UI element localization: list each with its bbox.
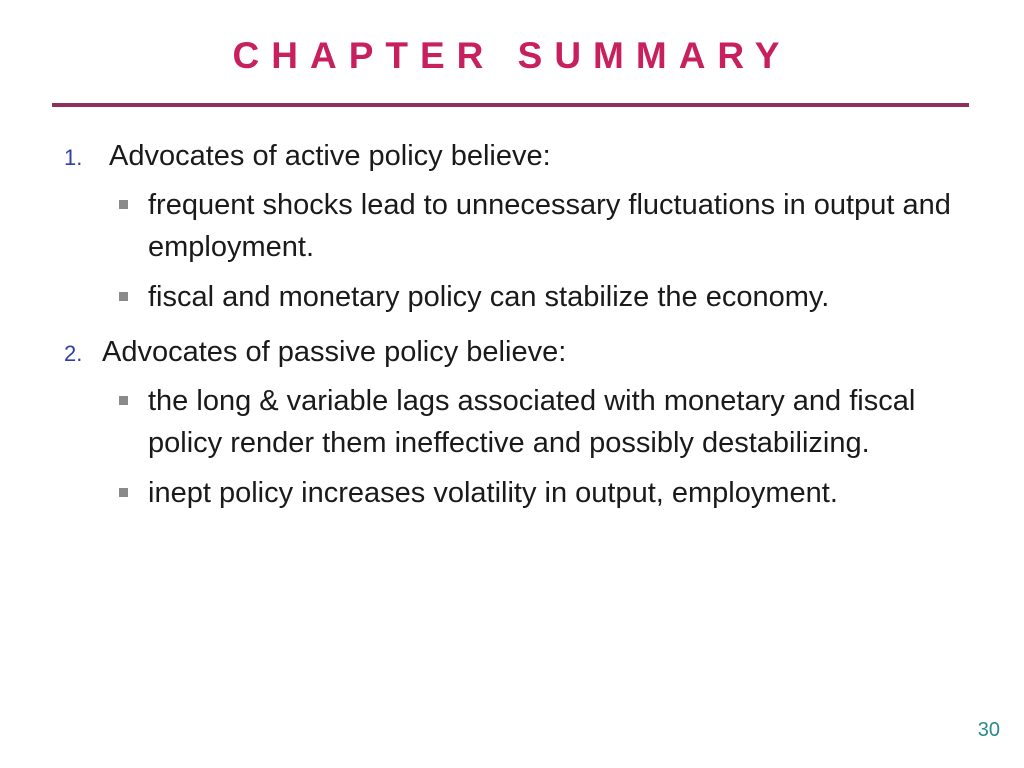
square-bullet-icon	[119, 292, 128, 301]
subpoint	[64, 380, 964, 464]
summary-point-1	[64, 136, 964, 318]
point-text: Advocates of active policy believe:	[109, 140, 551, 172]
slide-title: CHAPTER SUMMARY	[232, 35, 792, 76]
point-number: 1.	[64, 145, 83, 170]
slide-content	[64, 136, 964, 522]
subpoint-text: inept policy increases volatility in output, employment.	[148, 477, 838, 509]
subpoint-list	[64, 380, 964, 514]
subpoint-text: frequent shocks lead to unnecessary fluctuations in output and employment.	[148, 189, 951, 263]
page-number: 30	[977, 719, 1000, 741]
square-bullet-icon	[119, 200, 128, 209]
subpoint	[64, 472, 964, 514]
square-bullet-icon	[119, 488, 128, 497]
subpoint-list	[64, 184, 964, 318]
subpoint-text: fiscal and monetary policy can stabilize the economy.	[148, 281, 830, 313]
subpoint	[64, 276, 964, 318]
square-bullet-icon	[119, 396, 128, 405]
title-divider	[52, 103, 969, 107]
subpoint	[64, 184, 964, 268]
point-number: 2.	[64, 341, 83, 366]
subpoint-text: the long & variable lags associated with monetary and fiscal policy render them ineffective and possibly destabilizing.	[148, 385, 916, 459]
point-text: Advocates of passive policy believe:	[102, 336, 567, 368]
summary-point-2	[64, 332, 964, 514]
